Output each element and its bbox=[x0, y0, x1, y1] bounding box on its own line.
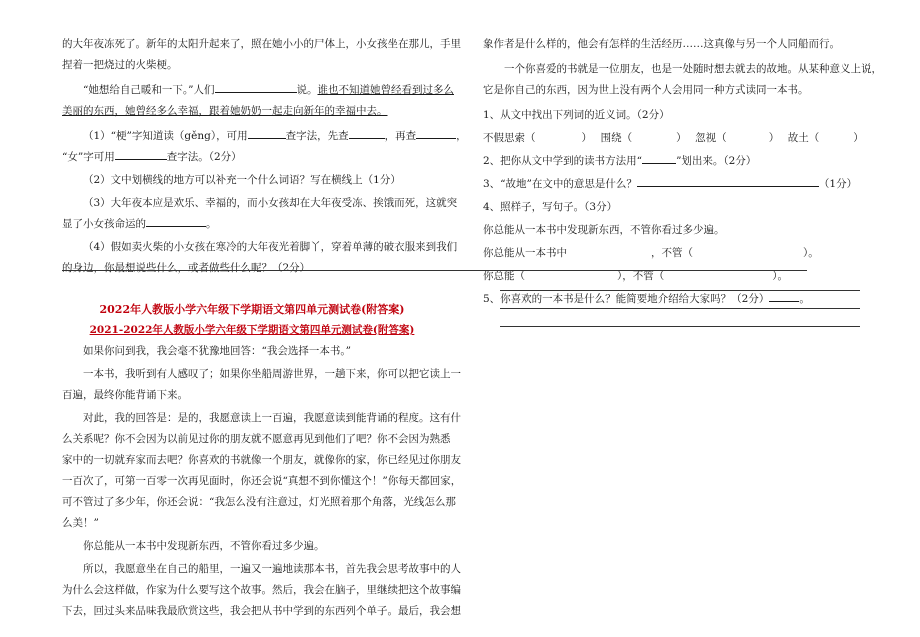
question-3-cont bbox=[62, 214, 442, 235]
page-subtitle bbox=[62, 320, 442, 341]
text: “女”字可用 bbox=[62, 151, 115, 163]
text: ）。 bbox=[772, 270, 788, 282]
text: ） bbox=[853, 132, 864, 144]
answer-blank[interactable] bbox=[146, 214, 206, 227]
left-column bbox=[62, 0, 467, 622]
paragraph-line: 么关系呢？你不会因为以前见过你的朋友就不愿意再见到他们了吧？你不会因为熟悉 bbox=[62, 433, 451, 445]
text: 。 bbox=[799, 293, 810, 305]
paragraph-line: 捏着一把烧过的火柴梗。 bbox=[62, 59, 178, 71]
text: ） 故土（ bbox=[768, 132, 820, 144]
answer-line[interactable] bbox=[500, 290, 860, 291]
answer-line[interactable] bbox=[500, 326, 860, 327]
paragraph-line: 可不管过了多少年，你还会说：“我怎么没有注意过，灯光照着那个角落，光线怎么那 bbox=[62, 496, 456, 508]
text: 查字法，先查 bbox=[285, 130, 349, 142]
answer-blank[interactable] bbox=[115, 147, 167, 160]
text: ， bbox=[456, 130, 467, 142]
paragraph-line: 所以，我愿意坐在自己的船里，一遍又一遍地读那本书，首先我会思考故事中的人 bbox=[83, 563, 461, 575]
question-1: 1、从文中找出下列词的近义词。（2分） bbox=[483, 109, 670, 121]
text: 5、你喜欢的一本书是什么？能简要地介绍给大家吗？（2分） bbox=[483, 293, 770, 305]
paragraph-line: 象作者是什么样的，他会有怎样的生活经历……这真像与另一个人同船而行。 bbox=[483, 38, 840, 50]
text: ”划出来。（2分） bbox=[676, 155, 757, 167]
text: 不假思索（ bbox=[483, 132, 536, 144]
answer-blank[interactable] bbox=[416, 126, 456, 139]
paragraph-line: 百遍，最终你能背诵下来。 bbox=[62, 389, 188, 401]
question-5 bbox=[483, 289, 893, 310]
synonym-row bbox=[483, 128, 893, 149]
question-1 bbox=[62, 126, 467, 147]
text: 查字法。（2分） bbox=[166, 151, 242, 163]
text: ） 围绕（ bbox=[581, 132, 633, 144]
paragraph-line: 一百次了，可第一百零一次再见面时，你还会说“真想不到你懂这个！”你每天都回家， bbox=[62, 475, 462, 487]
question-2: （2）文中划横线的地方可以补充一个什么词语？写在横线上（1分） bbox=[83, 174, 401, 186]
underlined-text: 谁也不知道她曾经看到过多么 bbox=[317, 84, 454, 96]
paragraph-line: 家中的一切就弃家而去吧？你喜欢的书就像一个朋友，就像你的家，你已经见过你朋友 bbox=[62, 454, 461, 466]
question-2 bbox=[483, 151, 893, 172]
text: ，不管（ bbox=[651, 247, 693, 259]
paragraph-line: 为什么会这样做，作家为什么要写这个故事。然后，我会在脑子，里继续把这个故事编 bbox=[62, 584, 461, 596]
text: 3、“故地”在文中的意思是什么？ bbox=[483, 178, 637, 190]
text: ，再查 bbox=[384, 130, 417, 142]
page-title: 2022年人教版小学六年级下学期语文第四单元测试卷(附答案) bbox=[99, 303, 405, 316]
paragraph-line: 一个你喜爱的书就是一位朋友，也是一处随时想去就去的故地。从某种意义上说， bbox=[504, 63, 882, 75]
question-4-cont: 的身边，你最想说些什么，或者做些什么呢？（2分） bbox=[62, 262, 311, 274]
text: 显了小女孩命运的 bbox=[62, 218, 146, 230]
text: 。 bbox=[206, 218, 217, 230]
text: ） 忽视（ bbox=[676, 132, 727, 144]
text: 2、把你从文中学到的读书方法用“ bbox=[483, 155, 643, 167]
fill-sentence-1 bbox=[483, 243, 893, 264]
paragraph-line: 的大年夜冻死了。新年的太阳升起来了，照在她小小的尸体上，小女孩坐在那儿，手里 bbox=[62, 38, 461, 50]
answer-blank[interactable] bbox=[215, 80, 297, 93]
question-4: （4）假如卖火柴的小女孩在寒冷的大年夜光着脚丫，穿着单薄的破衣服来到我们 bbox=[83, 241, 458, 253]
paragraph-line: 对此，我的回答是：是的，我愿意读上一百遍，我愿意读到能背诵的程度。这有什 bbox=[83, 412, 461, 424]
answer-blank[interactable] bbox=[642, 151, 676, 164]
paragraph-line: 下去，回过头来品味我最欣赏这些，我会把从书中学到的东西列个单子。最后，我会想 bbox=[62, 605, 461, 617]
text: ）。 bbox=[803, 247, 819, 259]
paragraph-line: 么美！” bbox=[62, 517, 99, 529]
text: “她想给自己暖和一下。”人们 bbox=[83, 84, 215, 96]
section-divider bbox=[62, 270, 807, 271]
example-sentence: 你总能从一本书中发现新东西，不管你看过多少遍。 bbox=[483, 224, 725, 236]
text: 你总能（ bbox=[483, 270, 525, 282]
paragraph-line: 如果你问到我，我会毫不犹豫地回答：“我会选择一本书。” bbox=[83, 345, 351, 357]
paragraph-line: 它是你自己的东西，因为世上没有两个人会用同一种方式读同一本书。 bbox=[483, 84, 809, 96]
underlined-line: 美丽的东西，她曾经多么幸福，跟着她奶奶一起走向新年的幸福中去。 bbox=[62, 105, 388, 117]
text: （1分） bbox=[818, 178, 858, 190]
answer-line[interactable] bbox=[500, 308, 860, 309]
text: 你总能从一本书中 bbox=[483, 247, 567, 259]
answer-blank[interactable] bbox=[248, 126, 286, 139]
question-3 bbox=[483, 174, 893, 195]
text: 说。 bbox=[296, 84, 318, 96]
paragraph-line: 你总能从一本书中发现新东西，不管你看过多少遍。 bbox=[83, 540, 325, 552]
answer-blank[interactable] bbox=[637, 174, 819, 187]
paragraph-line: 一本书，我听到有人感叹了；如果你坐船周游世界，一趟下来，你可以把它读上一 bbox=[83, 368, 461, 380]
quote-line bbox=[62, 80, 454, 101]
subtitle-text: 2021-2022年人教版小学六年级下学期语文第四单元测试卷(附答案) bbox=[89, 324, 415, 336]
right-column bbox=[483, 0, 893, 310]
question-3: （3）大年夜本应是欢乐、幸福的，而小女孩却在大年夜受冻、挨饿而死，这就突 bbox=[83, 197, 458, 209]
answer-blank[interactable] bbox=[349, 126, 385, 139]
question-1-cont bbox=[62, 147, 442, 168]
text: ），不管（ bbox=[617, 270, 665, 282]
text: （1）“梗”字知道读（gěng），可用 bbox=[83, 130, 248, 142]
question-4: 4、照样子，写句子。（3分） bbox=[483, 201, 618, 213]
